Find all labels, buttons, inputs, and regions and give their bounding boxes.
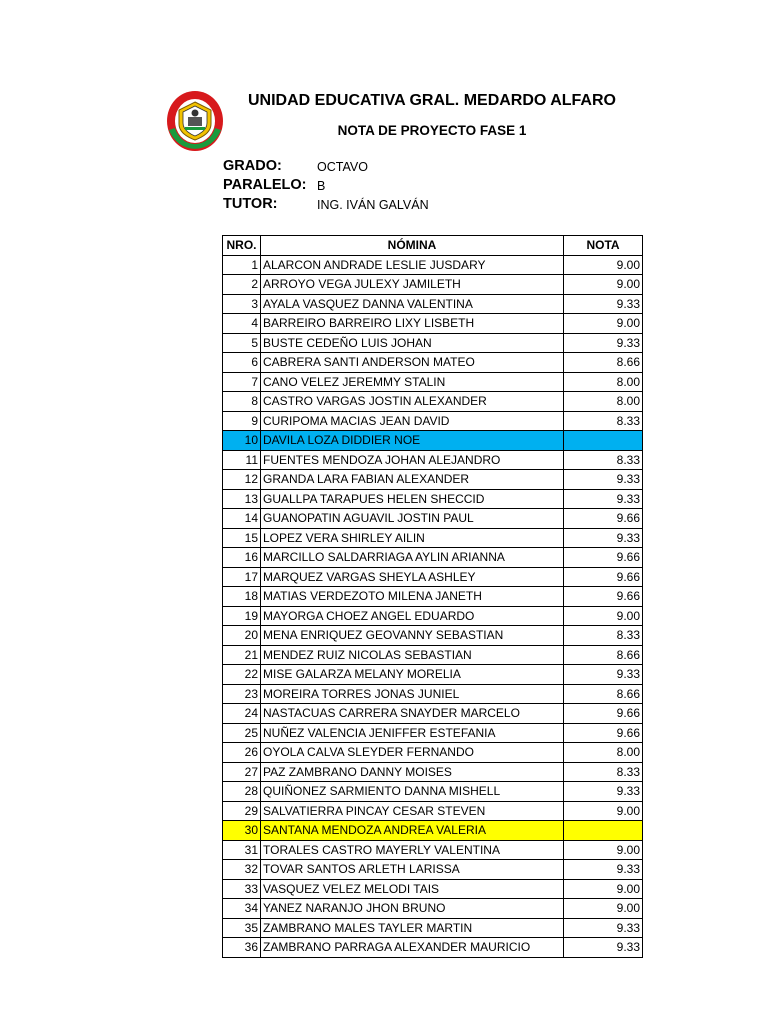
table-row — [223, 938, 643, 958]
student-grade: 8.33 — [564, 411, 643, 431]
table-row — [223, 743, 643, 763]
table-row — [223, 860, 643, 880]
student-grade: 9.33 — [564, 333, 643, 353]
student-grade: 9.33 — [564, 918, 643, 938]
student-number: 35 — [223, 918, 261, 938]
student-number: 11 — [223, 450, 261, 470]
student-grade: 9.66 — [564, 567, 643, 587]
student-number: 29 — [223, 801, 261, 821]
student-number: 14 — [223, 509, 261, 529]
table-row — [223, 626, 643, 646]
student-grade: 9.66 — [564, 548, 643, 568]
student-name: MENA ENRIQUEZ GEOVANNY SEBASTIAN — [261, 626, 564, 646]
student-grade: 9.66 — [564, 723, 643, 743]
document-subtitle: NOTA DE PROYECTO FASE 1 — [337, 123, 527, 138]
grades-body — [223, 255, 643, 957]
student-name: AYALA VASQUEZ DANNA VALENTINA — [261, 294, 564, 314]
student-name: GUALLPA TARAPUES HELEN SHECCID — [261, 489, 564, 509]
student-grade: 8.33 — [564, 626, 643, 646]
header-nota: NOTA — [564, 236, 643, 256]
grado-label: GRADO: — [223, 158, 282, 174]
table-row — [223, 762, 643, 782]
table-row — [223, 470, 643, 490]
student-number: 13 — [223, 489, 261, 509]
student-number: 36 — [223, 938, 261, 958]
student-name: MAYORGA CHOEZ ANGEL EDUARDO — [261, 606, 564, 626]
student-number: 31 — [223, 840, 261, 860]
student-grade: 9.00 — [564, 840, 643, 860]
table-row — [223, 294, 643, 314]
table-row — [223, 665, 643, 685]
header-nomina: NÓMINA — [261, 236, 564, 256]
student-grade: 8.33 — [564, 762, 643, 782]
table-row — [223, 723, 643, 743]
student-number: 5 — [223, 333, 261, 353]
table-row — [223, 353, 643, 373]
student-number: 28 — [223, 782, 261, 802]
student-grade: 9.00 — [564, 275, 643, 295]
student-name: DAVILA LOZA DIDDIER NOE — [261, 431, 564, 451]
student-number: 22 — [223, 665, 261, 685]
table-row — [223, 450, 643, 470]
tutor-value: ING. IVÁN GALVÁN — [317, 198, 429, 212]
student-number: 27 — [223, 762, 261, 782]
student-name: VASQUEZ VELEZ MELODI TAIS — [261, 879, 564, 899]
table-row — [223, 821, 643, 841]
tutor-label: TUTOR: — [223, 196, 278, 212]
student-name: SANTANA MENDOZA ANDREA VALERIA — [261, 821, 564, 841]
table-row — [223, 840, 643, 860]
table-row — [223, 431, 643, 451]
student-grade: 9.33 — [564, 665, 643, 685]
student-name: CABRERA SANTI ANDERSON MATEO — [261, 353, 564, 373]
table-row — [223, 567, 643, 587]
table-row — [223, 801, 643, 821]
student-grade: 9.00 — [564, 606, 643, 626]
header-nro: NRO. — [223, 236, 261, 256]
table-row — [223, 645, 643, 665]
table-row — [223, 548, 643, 568]
student-name: FUENTES MENDOZA JOHAN ALEJANDRO — [261, 450, 564, 470]
student-number: 10 — [223, 431, 261, 451]
table-row — [223, 918, 643, 938]
student-grade: 8.00 — [564, 372, 643, 392]
student-number: 21 — [223, 645, 261, 665]
student-name: MARCILLO SALDARRIAGA AYLIN ARIANNA — [261, 548, 564, 568]
student-number: 24 — [223, 704, 261, 724]
student-number: 2 — [223, 275, 261, 295]
table-row — [223, 392, 643, 412]
student-name: OYOLA CALVA SLEYDER FERNANDO — [261, 743, 564, 763]
student-number: 7 — [223, 372, 261, 392]
student-grade — [564, 821, 643, 841]
student-name: PAZ ZAMBRANO DANNY MOISES — [261, 762, 564, 782]
table-row — [223, 489, 643, 509]
student-number: 4 — [223, 314, 261, 334]
student-name: ARROYO VEGA JULEXY JAMILETH — [261, 275, 564, 295]
student-name: LOPEZ VERA SHIRLEY AILIN — [261, 528, 564, 548]
student-number: 23 — [223, 684, 261, 704]
student-number: 17 — [223, 567, 261, 587]
student-number: 3 — [223, 294, 261, 314]
student-grade: 9.33 — [564, 782, 643, 802]
student-grade: 8.66 — [564, 353, 643, 373]
student-number: 32 — [223, 860, 261, 880]
student-name: MATIAS VERDEZOTO MILENA JANETH — [261, 587, 564, 607]
student-number: 30 — [223, 821, 261, 841]
grades-table — [222, 235, 643, 958]
student-number: 20 — [223, 626, 261, 646]
table-row — [223, 333, 643, 353]
student-number: 1 — [223, 255, 261, 275]
student-grade: 9.00 — [564, 314, 643, 334]
student-name: MARQUEZ VARGAS SHEYLA ASHLEY — [261, 567, 564, 587]
paralelo-value: B — [317, 179, 326, 193]
student-number: 25 — [223, 723, 261, 743]
table-row — [223, 255, 643, 275]
student-name: BUSTE CEDEÑO LUIS JOHAN — [261, 333, 564, 353]
student-name: GUANOPATIN AGUAVIL JOSTIN PAUL — [261, 509, 564, 529]
table-row — [223, 684, 643, 704]
student-grade: 9.00 — [564, 255, 643, 275]
student-grade: 9.33 — [564, 938, 643, 958]
student-grade: 9.00 — [564, 801, 643, 821]
student-number: 33 — [223, 879, 261, 899]
student-name: TOVAR SANTOS ARLETH LARISSA — [261, 860, 564, 880]
table-row — [223, 879, 643, 899]
student-grade: 9.33 — [564, 860, 643, 880]
student-number: 26 — [223, 743, 261, 763]
student-name: ALARCON ANDRADE LESLIE JUSDARY — [261, 255, 564, 275]
student-grade — [564, 431, 643, 451]
student-grade: 8.00 — [564, 743, 643, 763]
student-name: TORALES CASTRO MAYERLY VALENTINA — [261, 840, 564, 860]
student-name: SALVATIERRA PINCAY CESAR STEVEN — [261, 801, 564, 821]
table-row — [223, 528, 643, 548]
student-number: 15 — [223, 528, 261, 548]
grado-value: OCTAVO — [317, 160, 368, 174]
student-grade: 9.33 — [564, 489, 643, 509]
table-row — [223, 275, 643, 295]
student-name: NUÑEZ VALENCIA JENIFFER ESTEFANIA — [261, 723, 564, 743]
student-number: 16 — [223, 548, 261, 568]
student-name: NASTACUAS CARRERA SNAYDER MARCELO — [261, 704, 564, 724]
table-row — [223, 899, 643, 919]
student-grade: 8.66 — [564, 645, 643, 665]
student-grade: 9.66 — [564, 509, 643, 529]
student-name: GRANDA LARA FABIAN ALEXANDER — [261, 470, 564, 490]
student-name: MENDEZ RUIZ NICOLAS SEBASTIAN — [261, 645, 564, 665]
student-grade: 9.00 — [564, 899, 643, 919]
table-row — [223, 587, 643, 607]
student-name: MOREIRA TORRES JONAS JUNIEL — [261, 684, 564, 704]
school-name: UNIDAD EDUCATIVA GRAL. MEDARDO ALFARO — [248, 92, 616, 109]
table-row — [223, 704, 643, 724]
table-row — [223, 606, 643, 626]
student-name: ZAMBRANO PARRAGA ALEXANDER MAURICIO — [261, 938, 564, 958]
student-grade: 9.33 — [564, 470, 643, 490]
student-name: YANEZ NARANJO JHON BRUNO — [261, 899, 564, 919]
table-row — [223, 314, 643, 334]
student-number: 19 — [223, 606, 261, 626]
student-grade: 8.66 — [564, 684, 643, 704]
student-name: CURIPOMA MACIAS JEAN DAVID — [261, 411, 564, 431]
table-row — [223, 782, 643, 802]
student-grade: 9.00 — [564, 879, 643, 899]
student-number: 6 — [223, 353, 261, 373]
student-name: CASTRO VARGAS JOSTIN ALEXANDER — [261, 392, 564, 412]
student-name: QUIÑONEZ SARMIENTO DANNA MISHELL — [261, 782, 564, 802]
table-row — [223, 509, 643, 529]
student-grade: 9.33 — [564, 528, 643, 548]
table-header-row — [223, 236, 643, 256]
student-name: CANO VELEZ JEREMMY STALIN — [261, 372, 564, 392]
table-row — [223, 372, 643, 392]
student-number: 8 — [223, 392, 261, 412]
paralelo-label: PARALELO: — [223, 177, 307, 193]
student-name: ZAMBRANO MALES TAYLER MARTIN — [261, 918, 564, 938]
student-number: 12 — [223, 470, 261, 490]
school-logo — [166, 90, 224, 152]
table-row — [223, 411, 643, 431]
student-name: MISE GALARZA MELANY MORELIA — [261, 665, 564, 685]
student-grade: 8.00 — [564, 392, 643, 412]
student-number: 34 — [223, 899, 261, 919]
student-grade: 9.66 — [564, 704, 643, 724]
student-grade: 8.33 — [564, 450, 643, 470]
student-name: BARREIRO BARREIRO LIXY LISBETH — [261, 314, 564, 334]
student-grade: 9.66 — [564, 587, 643, 607]
student-number: 18 — [223, 587, 261, 607]
student-number: 9 — [223, 411, 261, 431]
student-grade: 9.33 — [564, 294, 643, 314]
